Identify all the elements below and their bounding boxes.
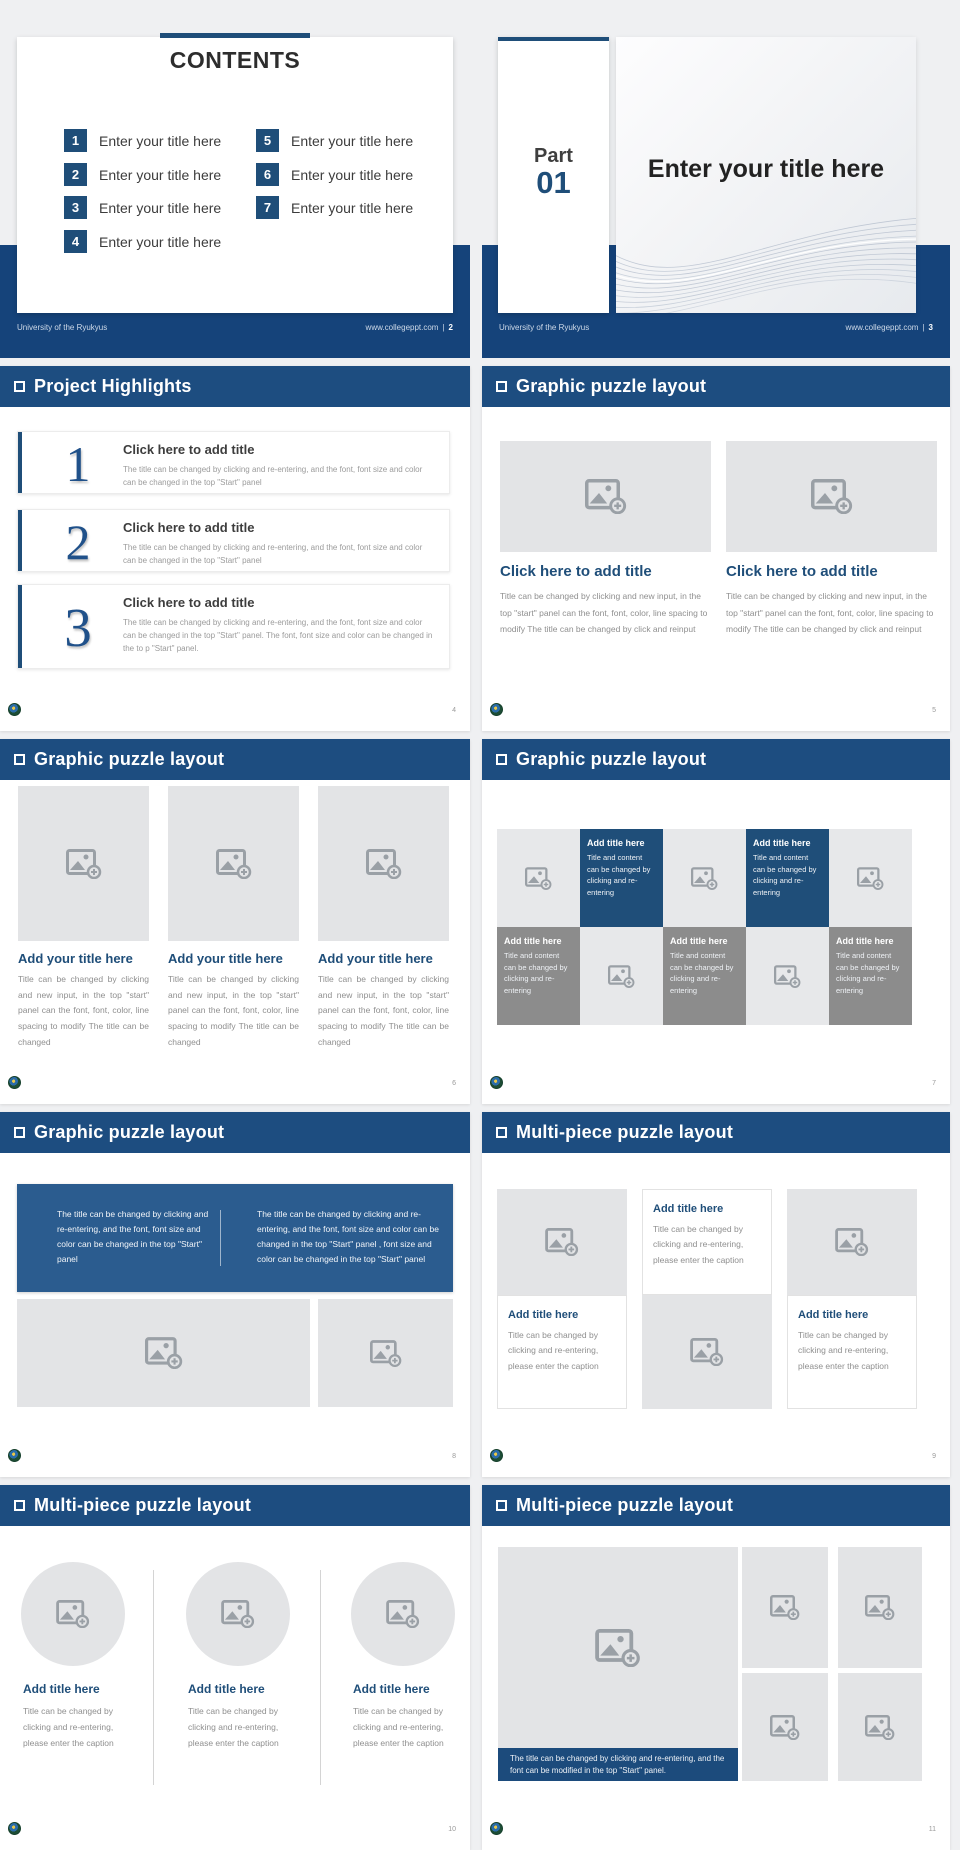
slide-multi-piece-grid[interactable] [482, 1485, 950, 1850]
toc-item-4[interactable] [64, 230, 221, 253]
caption-title: Add title here [798, 1309, 869, 1321]
tile-body: Title and content can be changed by clicking and re-entering [753, 853, 817, 897]
image-placeholder[interactable] [829, 829, 912, 927]
university-logo [8, 1449, 21, 1462]
slide-header-title: Multi-piece puzzle layout [516, 1122, 734, 1142]
slide-header-title: Graphic puzzle layout [516, 376, 707, 396]
toc-number: 1 [64, 129, 87, 152]
banner-text-box[interactable] [17, 1184, 453, 1292]
university-logo [490, 1449, 503, 1462]
toc-number: 2 [64, 163, 87, 186]
image-placeholder[interactable] [500, 441, 711, 552]
banner-divider [220, 1210, 221, 1266]
column-divider [320, 1570, 321, 1785]
slide-page-number: 3 [928, 323, 933, 332]
slide-graphic-puzzle-grid[interactable] [482, 739, 950, 1104]
highlight-body: The title can be changed by clicking and re-entering, and the font, font size and color can be changed in the top "Start" panel [123, 465, 423, 488]
image-placeholder[interactable] [17, 1299, 310, 1407]
image-placeholder[interactable] [726, 441, 937, 552]
contents-title: CONTENTS [169, 47, 301, 73]
column-title: Add title here [188, 1682, 265, 1696]
column-body: Title can be changed by clicking and re-entering, please enter the caption [23, 1706, 114, 1749]
slide-graphic-puzzle-two[interactable] [482, 366, 950, 731]
add-image-icon [865, 1595, 895, 1620]
highlight-body: The title can be changed by clicking and re-entering, and the font, font size and color can be changed in the top "Start" panel. The font, font size and color can be changed in the to p "Start" panel. [123, 618, 433, 654]
image-placeholder[interactable] [498, 1547, 738, 1748]
square-bullet-icon [14, 1127, 25, 1138]
column-title: Click here to add title [726, 563, 878, 580]
image-placeholder[interactable] [21, 1562, 125, 1666]
square-bullet-icon [14, 1500, 25, 1511]
slide-header-title: Multi-piece puzzle layout [34, 1495, 252, 1515]
footer-site: www.collegeppt.com [365, 323, 439, 332]
slide-contents[interactable] [0, 0, 470, 358]
image-caption-bar[interactable] [498, 1748, 738, 1781]
add-image-icon [545, 1228, 579, 1256]
toc-number: 3 [64, 196, 87, 219]
caption-text: The title can be changed by clicking and re-entering, and the font can be modified in the top "Start" panel. [510, 1753, 725, 1775]
column-body: Title can be changed by clicking and new input, in the top "start" panel can the font, font, color, line spacing to modify The title can be changed [168, 974, 299, 1047]
mosaic-text-tile[interactable] [497, 927, 580, 1025]
university-logo [8, 1076, 21, 1089]
tile-title: Add title here [753, 838, 811, 848]
caption-body: Title can be changed by clicking and re-entering, please enter the caption [798, 1330, 889, 1371]
highlight-title: Click here to add title [123, 442, 255, 457]
highlight-item-1[interactable] [17, 431, 450, 494]
image-placeholder[interactable] [497, 1189, 627, 1295]
toc-label: Enter your title here [291, 132, 414, 149]
mosaic-text-tile[interactable] [829, 927, 912, 1025]
slide-page-number: 5 [932, 707, 936, 714]
toc-label: Enter your title here [291, 166, 414, 183]
column-body: Title can be changed by clicking and re-entering, please enter the caption [353, 1706, 444, 1749]
slide-header-title: Graphic puzzle layout [516, 749, 707, 769]
mosaic-text-tile[interactable] [580, 829, 663, 927]
add-image-icon [525, 867, 552, 890]
toc-number: 7 [256, 196, 279, 219]
add-image-icon [216, 849, 252, 879]
mosaic-text-tile[interactable] [746, 829, 829, 927]
add-image-icon [56, 1600, 90, 1628]
university-logo [8, 1822, 21, 1835]
image-placeholder[interactable] [642, 1295, 772, 1409]
hero-title: Enter your title here [647, 155, 885, 183]
add-image-icon [774, 965, 801, 988]
add-image-icon [145, 1337, 183, 1369]
accent-line [18, 432, 22, 493]
tile-body: Title and content can be changed by clicking and re-entering [670, 951, 734, 995]
caption-title: Add title here [653, 1203, 724, 1215]
part-accent-bar [498, 37, 609, 41]
toc-number: 6 [256, 163, 279, 186]
accent-line [18, 585, 22, 668]
tile-title: Add title here [670, 936, 728, 946]
slide-page-number: 6 [452, 1080, 456, 1087]
add-image-icon [811, 479, 853, 514]
slide-multi-piece-circles[interactable] [0, 1485, 470, 1850]
slide-header [482, 1485, 950, 1526]
slide-header [0, 1112, 470, 1153]
column-body: Title can be changed by clicking and re-entering, please enter the caption [188, 1706, 279, 1749]
slide-header [482, 739, 950, 780]
square-bullet-icon [496, 754, 507, 765]
accent-line [18, 510, 22, 571]
image-placeholder[interactable] [742, 1547, 828, 1668]
image-placeholder[interactable] [746, 927, 829, 1025]
highlight-body: The title can be changed by clicking and re-entering, and the font, font size and color can be changed in the top "Start" panel [123, 543, 423, 566]
toc-number: 5 [256, 129, 279, 152]
add-image-icon [770, 1715, 800, 1740]
highlight-number: 1 [65, 435, 91, 492]
caption-title: Add title here [508, 1309, 579, 1321]
highlight-item-2[interactable] [17, 509, 450, 572]
university-logo [490, 1076, 503, 1089]
footer-university: University of the Ryukyus [499, 323, 590, 332]
footer-divider: | [922, 323, 925, 332]
toc-number: 4 [64, 230, 87, 253]
slide-header [482, 1112, 950, 1153]
square-bullet-icon [14, 381, 25, 392]
caption-card[interactable] [787, 1295, 917, 1409]
footer-divider: | [442, 323, 445, 332]
toc-item-5[interactable] [256, 129, 413, 152]
slide-header [0, 366, 470, 407]
column-title: Add your title here [318, 951, 433, 966]
image-placeholder[interactable] [318, 786, 449, 941]
square-bullet-icon [14, 754, 25, 765]
slide-header-title: Graphic puzzle layout [34, 749, 225, 769]
image-placeholder[interactable] [351, 1562, 455, 1666]
add-image-icon [66, 849, 102, 879]
image-placeholder[interactable] [497, 829, 580, 927]
slide-page-number: 8 [452, 1453, 456, 1460]
highlight-number: 2 [65, 513, 91, 570]
toc-label: Enter your title here [99, 199, 222, 216]
slide-header [0, 1485, 470, 1526]
slide-header [482, 366, 950, 407]
add-image-icon [370, 1340, 402, 1367]
image-placeholder[interactable] [318, 1299, 453, 1407]
add-image-icon [386, 1600, 420, 1628]
slide-header [0, 739, 470, 780]
part-number: 01 [536, 165, 571, 200]
university-logo [8, 703, 21, 716]
tile-body: Title and content can be changed by clicking and re-entering [836, 951, 900, 995]
wave-swoosh-decoration [616, 178, 916, 313]
slide-part-01[interactable] [482, 0, 950, 358]
column-body: Title can be changed by clicking and new input, in the top "start" panel can the font, font, color, line spacing to modify The title can be changed [18, 974, 149, 1047]
toc-item-2[interactable] [64, 163, 221, 186]
toc-label: Enter your title here [99, 166, 222, 183]
image-placeholder[interactable] [663, 829, 746, 927]
mosaic-text-tile[interactable] [663, 927, 746, 1025]
add-image-icon [865, 1715, 895, 1740]
footer-university: University of the Ryukyus [17, 323, 108, 332]
tile-body: Title and content can be changed by clicking and re-entering [504, 951, 568, 995]
slide-page-number: 9 [932, 1453, 936, 1460]
column-title: Add your title here [168, 951, 283, 966]
part-card [498, 37, 609, 313]
add-image-icon [221, 1600, 255, 1628]
toc-label: Enter your title here [99, 233, 222, 250]
hero-panel [616, 37, 916, 313]
slide-project-highlights[interactable] [0, 366, 470, 731]
slide-page-number: 7 [932, 1080, 936, 1087]
image-placeholder[interactable] [838, 1547, 922, 1668]
part-label: Part [534, 145, 573, 167]
tile-body: Title and content can be changed by clicking and re-entering [587, 853, 651, 897]
slide-multi-piece-three[interactable] [482, 1112, 950, 1477]
footer-site: www.collegeppt.com [845, 323, 919, 332]
column-body: Title can be changed by clicking and new input, in the top "start" panel can the font, font, color, line spacing to modify The title can be changed by click and reinput [726, 591, 934, 635]
slide-graphic-puzzle-banner[interactable] [0, 1112, 470, 1477]
add-image-icon [770, 1595, 800, 1620]
add-image-icon [857, 867, 884, 890]
add-image-icon [691, 867, 718, 890]
caption-card[interactable] [642, 1189, 772, 1295]
add-image-icon [366, 849, 402, 879]
caption-body: Title can be changed by clicking and re-entering, please enter the caption [508, 1330, 599, 1371]
tile-title: Add title here [587, 838, 645, 848]
slide-page-number: 11 [928, 1826, 936, 1833]
slide-page-number: 2 [448, 323, 453, 332]
toc-item-6[interactable] [256, 163, 413, 186]
banner-left-text: The title can be changed by clicking and re-entering, and the font, font size and color can be changed in the top "Start" panel [57, 1209, 209, 1264]
slide-page-number: 10 [448, 1826, 456, 1833]
toc-label: Enter your title here [291, 199, 414, 216]
university-logo [490, 703, 503, 716]
highlight-item-3[interactable] [17, 584, 450, 669]
slide-page-number: 4 [452, 707, 456, 714]
slide-graphic-puzzle-three[interactable] [0, 739, 470, 1104]
column-body: Title can be changed by clicking and new input, in the top "start" panel can the font, font, color, line spacing to modify The title can be changed by click and reinput [500, 591, 708, 635]
add-image-icon [690, 1338, 724, 1366]
column-body: Title can be changed by clicking and new input, in the top "start" panel can the font, font, color, line spacing to modify The title can be changed [318, 974, 449, 1047]
image-placeholder[interactable] [838, 1673, 922, 1781]
university-logo [490, 1822, 503, 1835]
add-image-icon [585, 479, 627, 514]
toc-label: Enter your title here [99, 132, 222, 149]
toc-item-7[interactable] [256, 196, 413, 219]
image-placeholder[interactable] [580, 927, 663, 1025]
banner-right-text: The title can be changed by clicking and re-entering, and the font, font size and color can be changed in the top "Start" panel , font size and color can be changed in the top "Start" panel [257, 1209, 439, 1264]
title-accent-line [160, 33, 310, 38]
square-bullet-icon [496, 1500, 507, 1511]
image-placeholder[interactable] [742, 1673, 828, 1781]
square-bullet-icon [496, 381, 507, 392]
highlight-number: 3 [64, 597, 92, 658]
image-placeholder[interactable] [186, 1562, 290, 1666]
column-title: Add title here [23, 1682, 100, 1696]
add-image-icon [595, 1629, 641, 1667]
square-bullet-icon [496, 1127, 507, 1138]
slide-header-title: Graphic puzzle layout [34, 1122, 225, 1142]
caption-card[interactable] [497, 1295, 627, 1409]
column-title: Add title here [353, 1682, 430, 1696]
caption-body: Title can be changed by clicking and re-entering, please enter the caption [653, 1224, 744, 1265]
slide-header-title: Project Highlights [34, 376, 192, 396]
column-title: Add your title here [18, 951, 133, 966]
column-divider [153, 1570, 154, 1785]
toc-item-1[interactable] [64, 129, 221, 152]
add-image-icon [608, 965, 635, 988]
image-placeholder[interactable] [18, 786, 149, 941]
tile-title: Add title here [836, 936, 894, 946]
add-image-icon [835, 1228, 869, 1256]
image-placeholder[interactable] [168, 786, 299, 941]
slide-header-title: Multi-piece puzzle layout [516, 1495, 734, 1515]
image-placeholder[interactable] [787, 1189, 917, 1295]
tile-title: Add title here [504, 936, 562, 946]
column-title: Click here to add title [500, 563, 652, 580]
toc-item-3[interactable] [64, 196, 221, 219]
highlight-title: Click here to add title [123, 595, 255, 610]
highlight-title: Click here to add title [123, 520, 255, 535]
